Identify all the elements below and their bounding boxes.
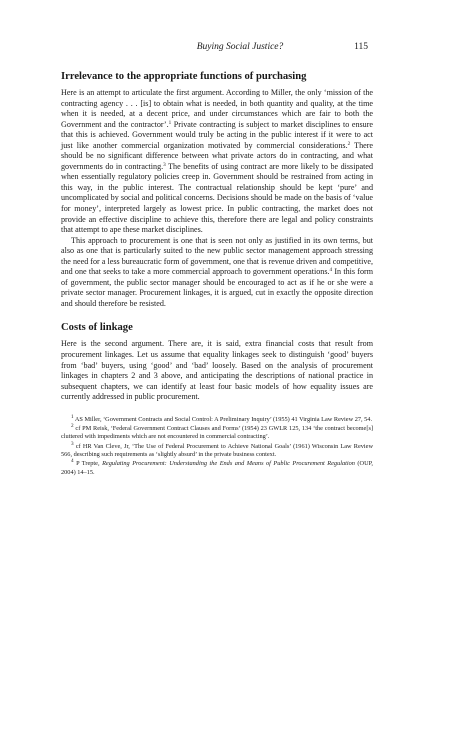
page-body xyxy=(61,70,373,478)
footnote-number: 2 xyxy=(71,423,74,430)
section-heading: Costs of linkage xyxy=(61,322,133,334)
text-run: Here is an attempt to articulate the first argument. According to Miller, the only ‘mission of the contracting agency . . . [is] to obtain what is needed, in both quantity and quality, at the time when it is needed, at a decent price, and under circumstances which are fair to both the Government and the contractor’. xyxy=(61,88,373,129)
running-header xyxy=(112,42,368,56)
footnote-text: (OUP, 2004) 14–15. xyxy=(61,460,373,476)
footnote-text: AS Miller, ‘Government Contracts and Social Control: A Preliminary Inquiry’ (1955) 41 Virginia Law Review 27, 54. xyxy=(74,415,373,423)
text-run: This approach to procurement is one that is seen not only as justified in its own terms, but also as one that is particularly suited to the new public sector management approach stressing the need for a less bureaucratic form of government, one that is revenue driven and competitive, and one that seeks to take a more commercial approach to government operations. xyxy=(61,235,373,277)
section-heading: Irrelevance to the appropriate functions of purchasing xyxy=(61,71,307,82)
paragraph: Here is the second argument. There are, it is said, extra financial costs that result from procurement linkages. Let us assume that equality linkages seek to distinguish ‘good’ buyers from ‘bad’ buyers, using ‘good’ and ‘bad’ loosely. Based on the analysis of procurement linkages in chapters 2 and 3 above, and anticipating the descriptions of national practice in subsequent chapters, we can identify at least four basic models of how equality issues are currently addressed in public procurement. xyxy=(61,339,373,402)
footnote-ref: 2 xyxy=(347,140,351,147)
running-title: Buying Social Justice? xyxy=(196,42,284,52)
footnote xyxy=(61,440,373,460)
footnote-number: 1 xyxy=(71,413,74,420)
footnote-ref: 3 xyxy=(163,161,166,168)
text-run: The benefits of using contract are more likely to be dissipated when essentially regulatory policies creep in. Government should be restrained from acting in this way, in the public interest. The contractual relationship should be kept ‘pure’ and uncomplicated by social and political concerns. Decisions should be made on the basis of ‘value for money’, interpreted largely as lowest price. In public contracting, the market does not provide an effective discipline to achieve this, therefore there are legal and policy constraints that attempt to ape these market disciplines. xyxy=(61,161,373,235)
footnote xyxy=(61,413,373,424)
footnote-ref: 1 xyxy=(168,119,172,126)
footnote-number: 4 xyxy=(71,458,74,465)
footnote-ref: 4 xyxy=(329,267,333,274)
footnote xyxy=(61,460,373,477)
footnote-book-title: Regulating Procurement: Understanding the Ends and Means of Public Procurement Regulation xyxy=(102,460,355,468)
footnote-text: cf PM Reisk, ‘Federal Government Contract Clauses and Forms’ (1954) 23 GWLR 125, 134 ‘the contract become[s] cluttered with impediments which are not encountered in commercial contracting’. xyxy=(61,425,373,441)
text-run: In this form of government, the public sector manager should be encouraged to act as if he or she were a private sector manager. Procurement linkages, it is argued, cut in exactly the opposite direction and should therefore be resisted. xyxy=(61,267,373,308)
footnote-text: cf HR Van Cleve, Jr, ‘The Use of Federal Procurement to Achieve National Goals’ (1961) Wisconsin Law Review 566, describing such requirements as ‘slightly absurd’ in the private business context. xyxy=(61,442,373,459)
section-irrelevance xyxy=(61,70,373,309)
footnotes xyxy=(61,413,373,478)
text-run: There should be no significant difference between what private actors do in contracting, and what governments do in contracting. xyxy=(61,140,373,171)
text-run: Private contracting is subject to market disciplines to ensure that this is achieved. Government would truly be acting in the public interest if it were to act just like another commercial organization motivated by commercial considerations. xyxy=(61,119,373,150)
footnote xyxy=(61,425,373,442)
section-costs-of-linkage xyxy=(61,321,373,402)
footnote-text: P Trepte, xyxy=(76,460,103,468)
page-number: 115 xyxy=(354,42,368,52)
footnote-number: 3 xyxy=(71,440,74,447)
paragraph xyxy=(61,88,373,236)
paragraph xyxy=(61,236,373,310)
